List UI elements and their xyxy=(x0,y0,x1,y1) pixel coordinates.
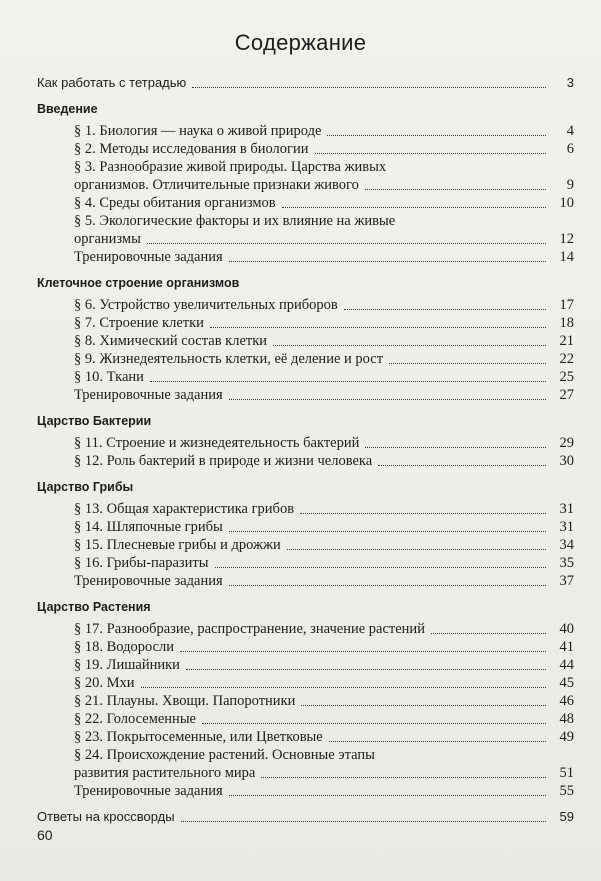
toc-entry-label: § 10. Ткани xyxy=(74,369,144,385)
toc-entry-label: § 3. Разнообразие живой природы. Царства живых xyxy=(74,159,387,175)
toc-page-number: 51 xyxy=(559,765,574,781)
dot-leader xyxy=(147,243,546,244)
toc-page-number: 34 xyxy=(559,537,574,553)
toc-entry[interactable] xyxy=(37,452,574,470)
toc-page-number: 37 xyxy=(559,573,574,589)
toc-entry[interactable] xyxy=(37,518,574,536)
toc-entry-label: § 9. Жизнедеятельность клетки, её деление и рост xyxy=(74,351,384,367)
toc-entry-answers[interactable] xyxy=(37,808,574,826)
toc-entry[interactable] xyxy=(37,212,574,248)
toc-page-number: 29 xyxy=(559,435,574,451)
dot-leader xyxy=(180,651,546,652)
toc-entry[interactable] xyxy=(37,746,574,782)
dot-leader xyxy=(229,261,546,262)
toc-entry[interactable] xyxy=(37,554,574,572)
toc-entry[interactable] xyxy=(37,638,574,656)
toc-entry-label: организмы xyxy=(74,231,141,247)
dot-leader xyxy=(287,549,546,550)
page-title: Содержание xyxy=(234,30,367,55)
toc-entry-label: Тренировочные задания xyxy=(74,573,223,589)
toc-entry-label: § 11. Строение и жизнедеятельность бактерий xyxy=(74,435,360,451)
page-number: 60 xyxy=(37,827,53,843)
toc-entry-label: § 16. Грибы-паразиты xyxy=(74,555,209,571)
dot-leader xyxy=(141,687,546,688)
toc-entry-label: § 6. Устройство увеличительных приборов xyxy=(74,297,338,313)
toc-entry[interactable] xyxy=(37,248,574,266)
toc-entry[interactable] xyxy=(37,434,574,452)
toc-page-number: 41 xyxy=(559,639,574,655)
toc-entry-label: § 2. Методы исследования в биологии xyxy=(74,141,309,157)
toc-page-number: 22 xyxy=(559,351,574,367)
toc-section-heading: Царство Растения xyxy=(37,600,151,614)
toc-page-number: 45 xyxy=(559,675,574,691)
toc-entry-label: Тренировочные задания xyxy=(74,249,223,265)
toc-page-number: 55 xyxy=(559,783,574,799)
toc-entry-label: Тренировочные задания xyxy=(74,387,223,403)
toc-entry[interactable] xyxy=(37,194,574,212)
toc-page-number: 35 xyxy=(559,555,574,571)
toc-page-number: 25 xyxy=(559,369,574,385)
toc-entry-label: § 19. Лишайники xyxy=(74,657,180,673)
toc-page-number: 18 xyxy=(559,315,574,331)
toc-entry-label: § 4. Среды обитания организмов xyxy=(74,195,276,211)
toc-entry-label: развития растительного мира xyxy=(74,765,256,781)
toc-entry-label: § 23. Покрытосеменные, или Цветковые xyxy=(74,729,323,745)
toc-page-number: 40 xyxy=(559,621,574,637)
toc-page-number: 4 xyxy=(566,123,574,139)
toc-page-number: 21 xyxy=(559,333,574,349)
dot-leader xyxy=(202,723,546,724)
dot-leader xyxy=(229,399,546,400)
toc-page-number: 31 xyxy=(559,519,574,535)
toc-entry-label: § 18. Водоросли xyxy=(74,639,175,655)
toc-page-number: 9 xyxy=(566,177,574,193)
dot-leader xyxy=(378,465,546,466)
toc-entry[interactable] xyxy=(37,674,574,692)
toc-entry[interactable] xyxy=(37,158,574,194)
toc-entry-label: Ответы на кроссворды xyxy=(37,809,175,824)
toc-section-heading: Царство Грибы xyxy=(37,480,134,494)
toc-entry-label: § 13. Общая характеристика грибов xyxy=(74,501,295,517)
toc-entry-label: § 24. Происхождение растений. Основные этапы xyxy=(74,747,375,763)
toc-section-heading: Царство Бактерии xyxy=(37,414,152,428)
toc-entry-label: § 12. Роль бактерий в природе и жизни человека xyxy=(74,453,373,469)
toc-entry-label: § 1. Биология — наука о живой природе xyxy=(74,123,322,139)
toc-entry-label: Как работать с тетрадью xyxy=(37,75,187,90)
toc-entry[interactable] xyxy=(37,140,574,158)
dot-leader xyxy=(186,669,546,670)
dot-leader xyxy=(181,821,546,822)
dot-leader xyxy=(327,135,546,136)
toc-entry[interactable] xyxy=(37,572,574,590)
toc-entry[interactable] xyxy=(37,332,574,350)
toc-entry-label: § 15. Плесневые грибы и дрожжи xyxy=(74,537,281,553)
toc-entry-label: § 20. Мхи xyxy=(74,675,135,691)
dot-leader xyxy=(282,207,546,208)
toc-page-number: 6 xyxy=(566,141,574,157)
toc-entry[interactable] xyxy=(37,656,574,674)
toc-entry[interactable] xyxy=(37,386,574,404)
toc-entry-label: § 7. Строение клетки xyxy=(74,315,204,331)
toc-page-number: 17 xyxy=(559,297,574,313)
toc-entry[interactable] xyxy=(37,536,574,554)
toc-page-number: 27 xyxy=(559,387,574,403)
dot-leader xyxy=(365,447,546,448)
toc-page-number: 14 xyxy=(559,249,574,265)
toc-page-number: 46 xyxy=(559,693,574,709)
dot-leader xyxy=(229,585,546,586)
toc-page-number: 10 xyxy=(559,195,574,211)
toc-entry-label: § 14. Шляпочные грибы xyxy=(74,519,223,535)
toc-entry[interactable] xyxy=(37,500,574,518)
dot-leader xyxy=(301,705,546,706)
toc-sections xyxy=(37,100,574,800)
toc-entry[interactable] xyxy=(37,620,574,638)
toc-page-number: 30 xyxy=(559,453,574,469)
dot-leader xyxy=(150,381,546,382)
toc-entry-label: § 22. Голосеменные xyxy=(74,711,196,727)
dot-leader xyxy=(389,363,546,364)
dot-leader xyxy=(229,795,546,796)
toc-entry-intro[interactable] xyxy=(37,74,574,92)
dot-leader xyxy=(300,513,546,514)
dot-leader xyxy=(261,777,546,778)
toc-page-number: 49 xyxy=(559,729,574,745)
dot-leader xyxy=(344,309,546,310)
toc-entry[interactable] xyxy=(37,314,574,332)
dot-leader xyxy=(192,87,546,88)
toc-entry[interactable] xyxy=(37,782,574,800)
toc-entry[interactable] xyxy=(37,710,574,728)
toc-entry-label: Тренировочные задания xyxy=(74,783,223,799)
toc-entry[interactable] xyxy=(37,122,574,140)
toc-entry-label: § 17. Разнообразие, распространение, значение растений xyxy=(74,621,425,637)
toc-section-heading: Клеточное строение организмов xyxy=(37,276,240,290)
dot-leader xyxy=(229,531,546,532)
toc-entry[interactable] xyxy=(37,296,574,314)
dot-leader xyxy=(329,741,546,742)
toc-page-number: 59 xyxy=(559,809,574,824)
dot-leader xyxy=(210,327,546,328)
toc-page-number: 44 xyxy=(559,657,574,673)
toc-entry-label: § 8. Химический состав клетки xyxy=(74,333,268,349)
table-of-contents xyxy=(37,74,574,826)
toc-entry-label: § 5. Экологические факторы и их влияние на живые xyxy=(74,213,396,229)
toc-entry[interactable] xyxy=(37,692,574,710)
toc-page-number: 48 xyxy=(559,711,574,727)
toc-entry-label: организмов. Отличительные признаки живого xyxy=(74,177,359,193)
toc-page-number: 31 xyxy=(559,501,574,517)
dot-leader xyxy=(431,633,546,634)
toc-page-number: 3 xyxy=(566,75,574,90)
dot-leader xyxy=(315,153,547,154)
toc-section-heading: Введение xyxy=(37,102,98,116)
dot-leader xyxy=(365,189,546,190)
toc-page-number: 12 xyxy=(559,231,574,247)
dot-leader xyxy=(273,345,546,346)
dot-leader xyxy=(215,567,546,568)
toc-entry[interactable] xyxy=(37,728,574,746)
toc-entry-label: § 21. Плауны. Хвощи. Папоротники xyxy=(74,693,296,709)
toc-entry[interactable] xyxy=(37,368,574,386)
toc-entry[interactable] xyxy=(37,350,574,368)
